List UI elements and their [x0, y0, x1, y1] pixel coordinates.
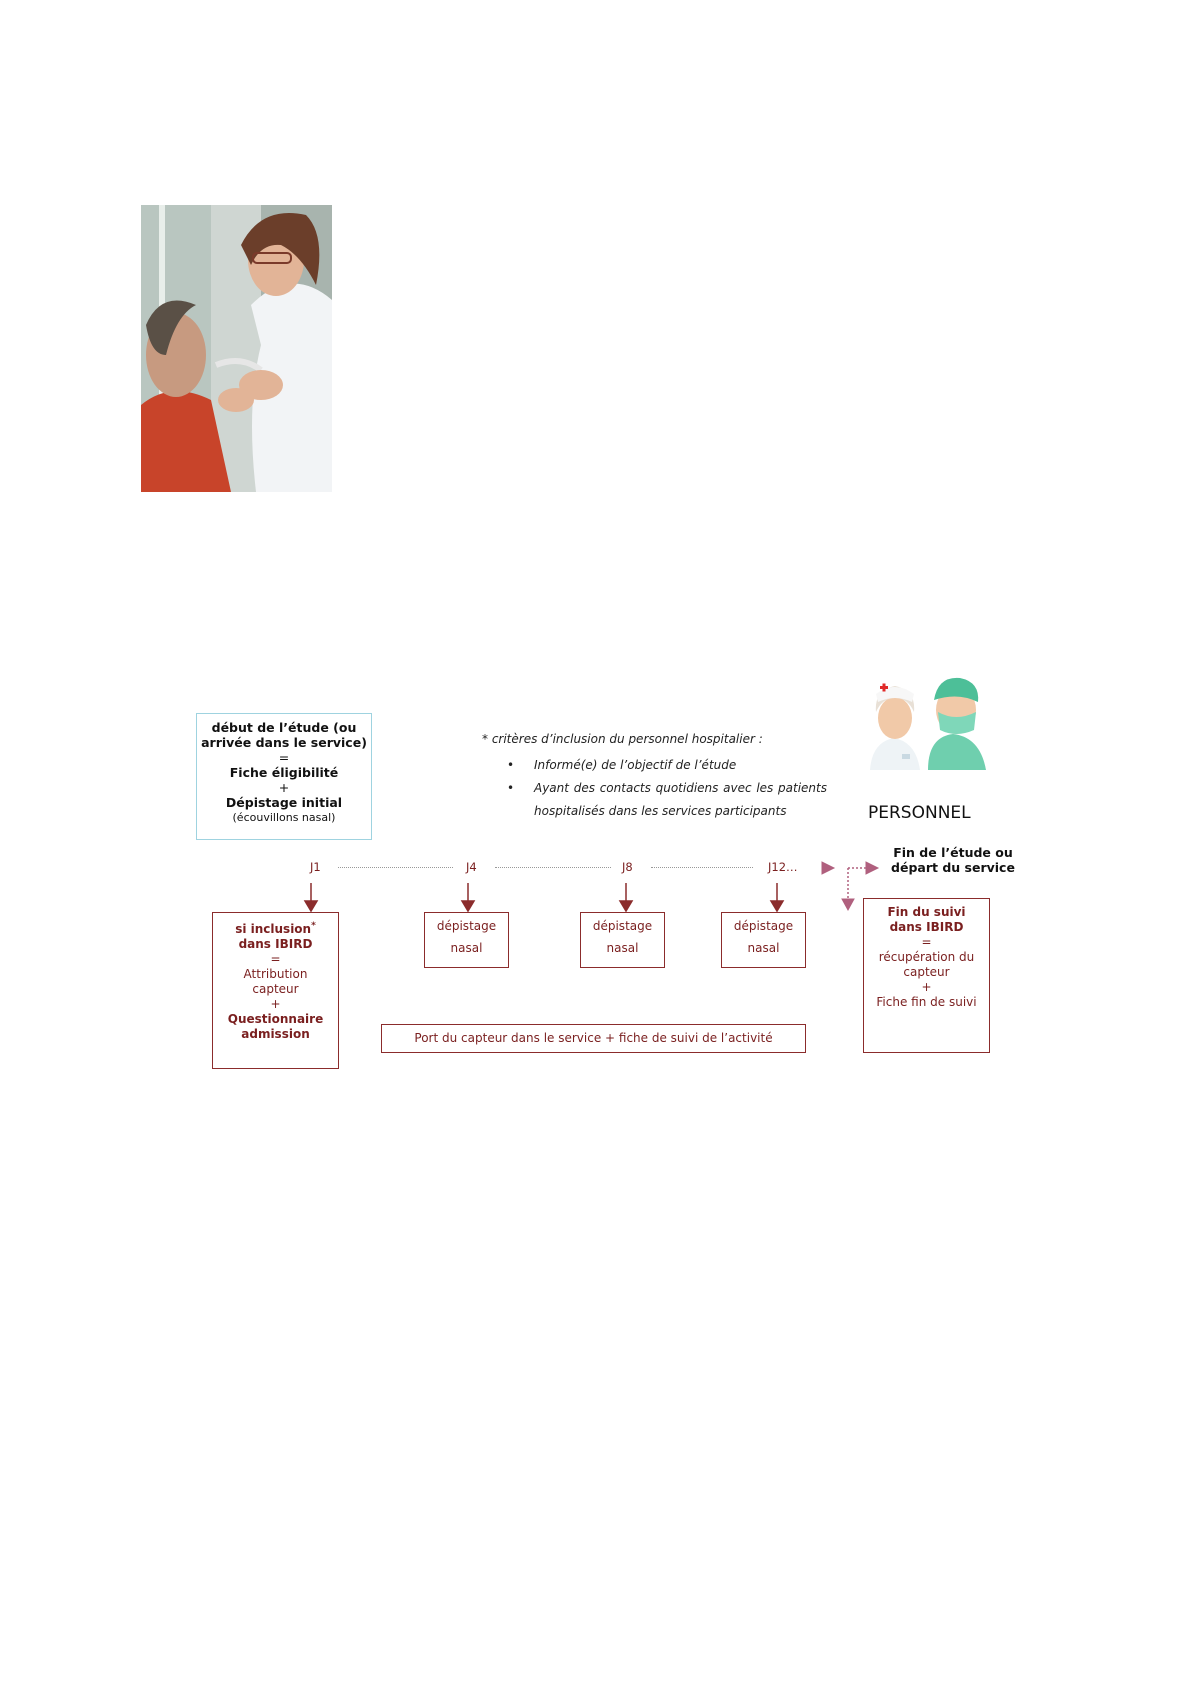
- day-j12: J12…: [768, 860, 798, 874]
- end-followup-box: [863, 898, 990, 1053]
- sensor-wear-box: [381, 1024, 806, 1053]
- start-line4: Dépistage initial: [225, 795, 343, 810]
- medical-staff-icon: [868, 672, 992, 772]
- sensor-wear-text: Port du capteur dans le service + fiche de suivi de l’activité: [414, 1031, 773, 1045]
- criteria-item-2b-text: hospitalisés dans les services participants: [534, 804, 787, 818]
- start-plus: +: [278, 780, 290, 795]
- inclusion-criteria: [482, 732, 827, 823]
- depistage-j4-line2: nasal: [450, 941, 483, 955]
- depistage-j8-line1: dépistage: [592, 919, 653, 933]
- end-label-line1: Fin de l’étude ou: [893, 845, 1013, 860]
- end-box-line2: dans IBIRD: [889, 920, 964, 934]
- inclusion-star: *: [311, 921, 316, 931]
- pink-arrow-right-1: [822, 862, 834, 874]
- depistage-j4-line1: dépistage: [436, 919, 497, 933]
- inclusion-plus: +: [270, 997, 281, 1011]
- inclusion-line5: Questionnaire: [227, 1012, 324, 1026]
- pink-arrow-down: [842, 899, 854, 910]
- start-line3: Fiche éligibilité: [229, 765, 339, 780]
- inclusion-eq: =: [270, 952, 281, 966]
- depistage-box-j12: [721, 912, 806, 968]
- start-line2: arrivée dans le service): [201, 735, 367, 750]
- end-box-line3: récupération du: [878, 950, 975, 964]
- personnel-label: PERSONNEL: [868, 803, 971, 823]
- end-label-line2: départ du service: [891, 860, 1015, 875]
- criteria-title: * critères d’inclusion du personnel hospitalier :: [482, 732, 763, 746]
- start-line1: début de l’étude (ou: [211, 720, 357, 735]
- start-line5: (écouvillons nasal): [232, 811, 336, 824]
- day-j8: J8: [622, 860, 633, 874]
- day-j1: J1: [310, 860, 321, 874]
- arrow-head-j1: [305, 901, 317, 911]
- criteria-item-1: [482, 754, 827, 777]
- pink-arrow-right-2: [866, 862, 878, 874]
- timeline-dots-2: [495, 867, 611, 868]
- criteria-item-2: [482, 777, 827, 800]
- arrow-head-j4: [462, 901, 474, 911]
- timeline-dots-1: [338, 867, 453, 868]
- timeline-dots-3: [651, 867, 753, 868]
- study-start-box: [196, 713, 372, 840]
- inclusion-line6: admission: [241, 1027, 310, 1041]
- criteria-item-2a-text: Ayant des contacts quotidiens avec les patients: [534, 781, 827, 795]
- bullet-2: •: [507, 781, 515, 795]
- inclusion-line2: dans IBIRD: [238, 937, 313, 951]
- depistage-j12-line1: dépistage: [733, 919, 794, 933]
- inclusion-line4: capteur: [252, 982, 299, 996]
- arrow-head-j12: [771, 901, 783, 911]
- inclusion-line1-text: si inclusion: [235, 922, 312, 936]
- end-box-plus: +: [921, 980, 932, 994]
- end-box-eq: =: [921, 935, 932, 949]
- inclusion-box: [212, 912, 339, 1069]
- criteria-item-2-cont: [482, 800, 827, 823]
- end-box-line5: Fiche fin de suivi: [876, 995, 977, 1009]
- end-box-line4: capteur: [903, 965, 950, 979]
- nurse-swab-photo: [141, 205, 332, 492]
- depistage-box-j8: [580, 912, 665, 968]
- depistage-j8-line2: nasal: [606, 941, 639, 955]
- inclusion-line3: Attribution: [243, 967, 308, 981]
- criteria-item-1-text: Informé(e) de l’objectif de l’étude: [534, 758, 737, 772]
- end-label: [886, 845, 1020, 875]
- inclusion-line1: [213, 919, 338, 937]
- start-eq: =: [278, 750, 290, 765]
- end-box-line1: Fin du suivi: [887, 905, 966, 919]
- depistage-box-j4: [424, 912, 509, 968]
- arrow-head-j8: [620, 901, 632, 911]
- depistage-j12-line2: nasal: [747, 941, 780, 955]
- day-j4: J4: [466, 860, 477, 874]
- bullet-1: •: [507, 758, 515, 772]
